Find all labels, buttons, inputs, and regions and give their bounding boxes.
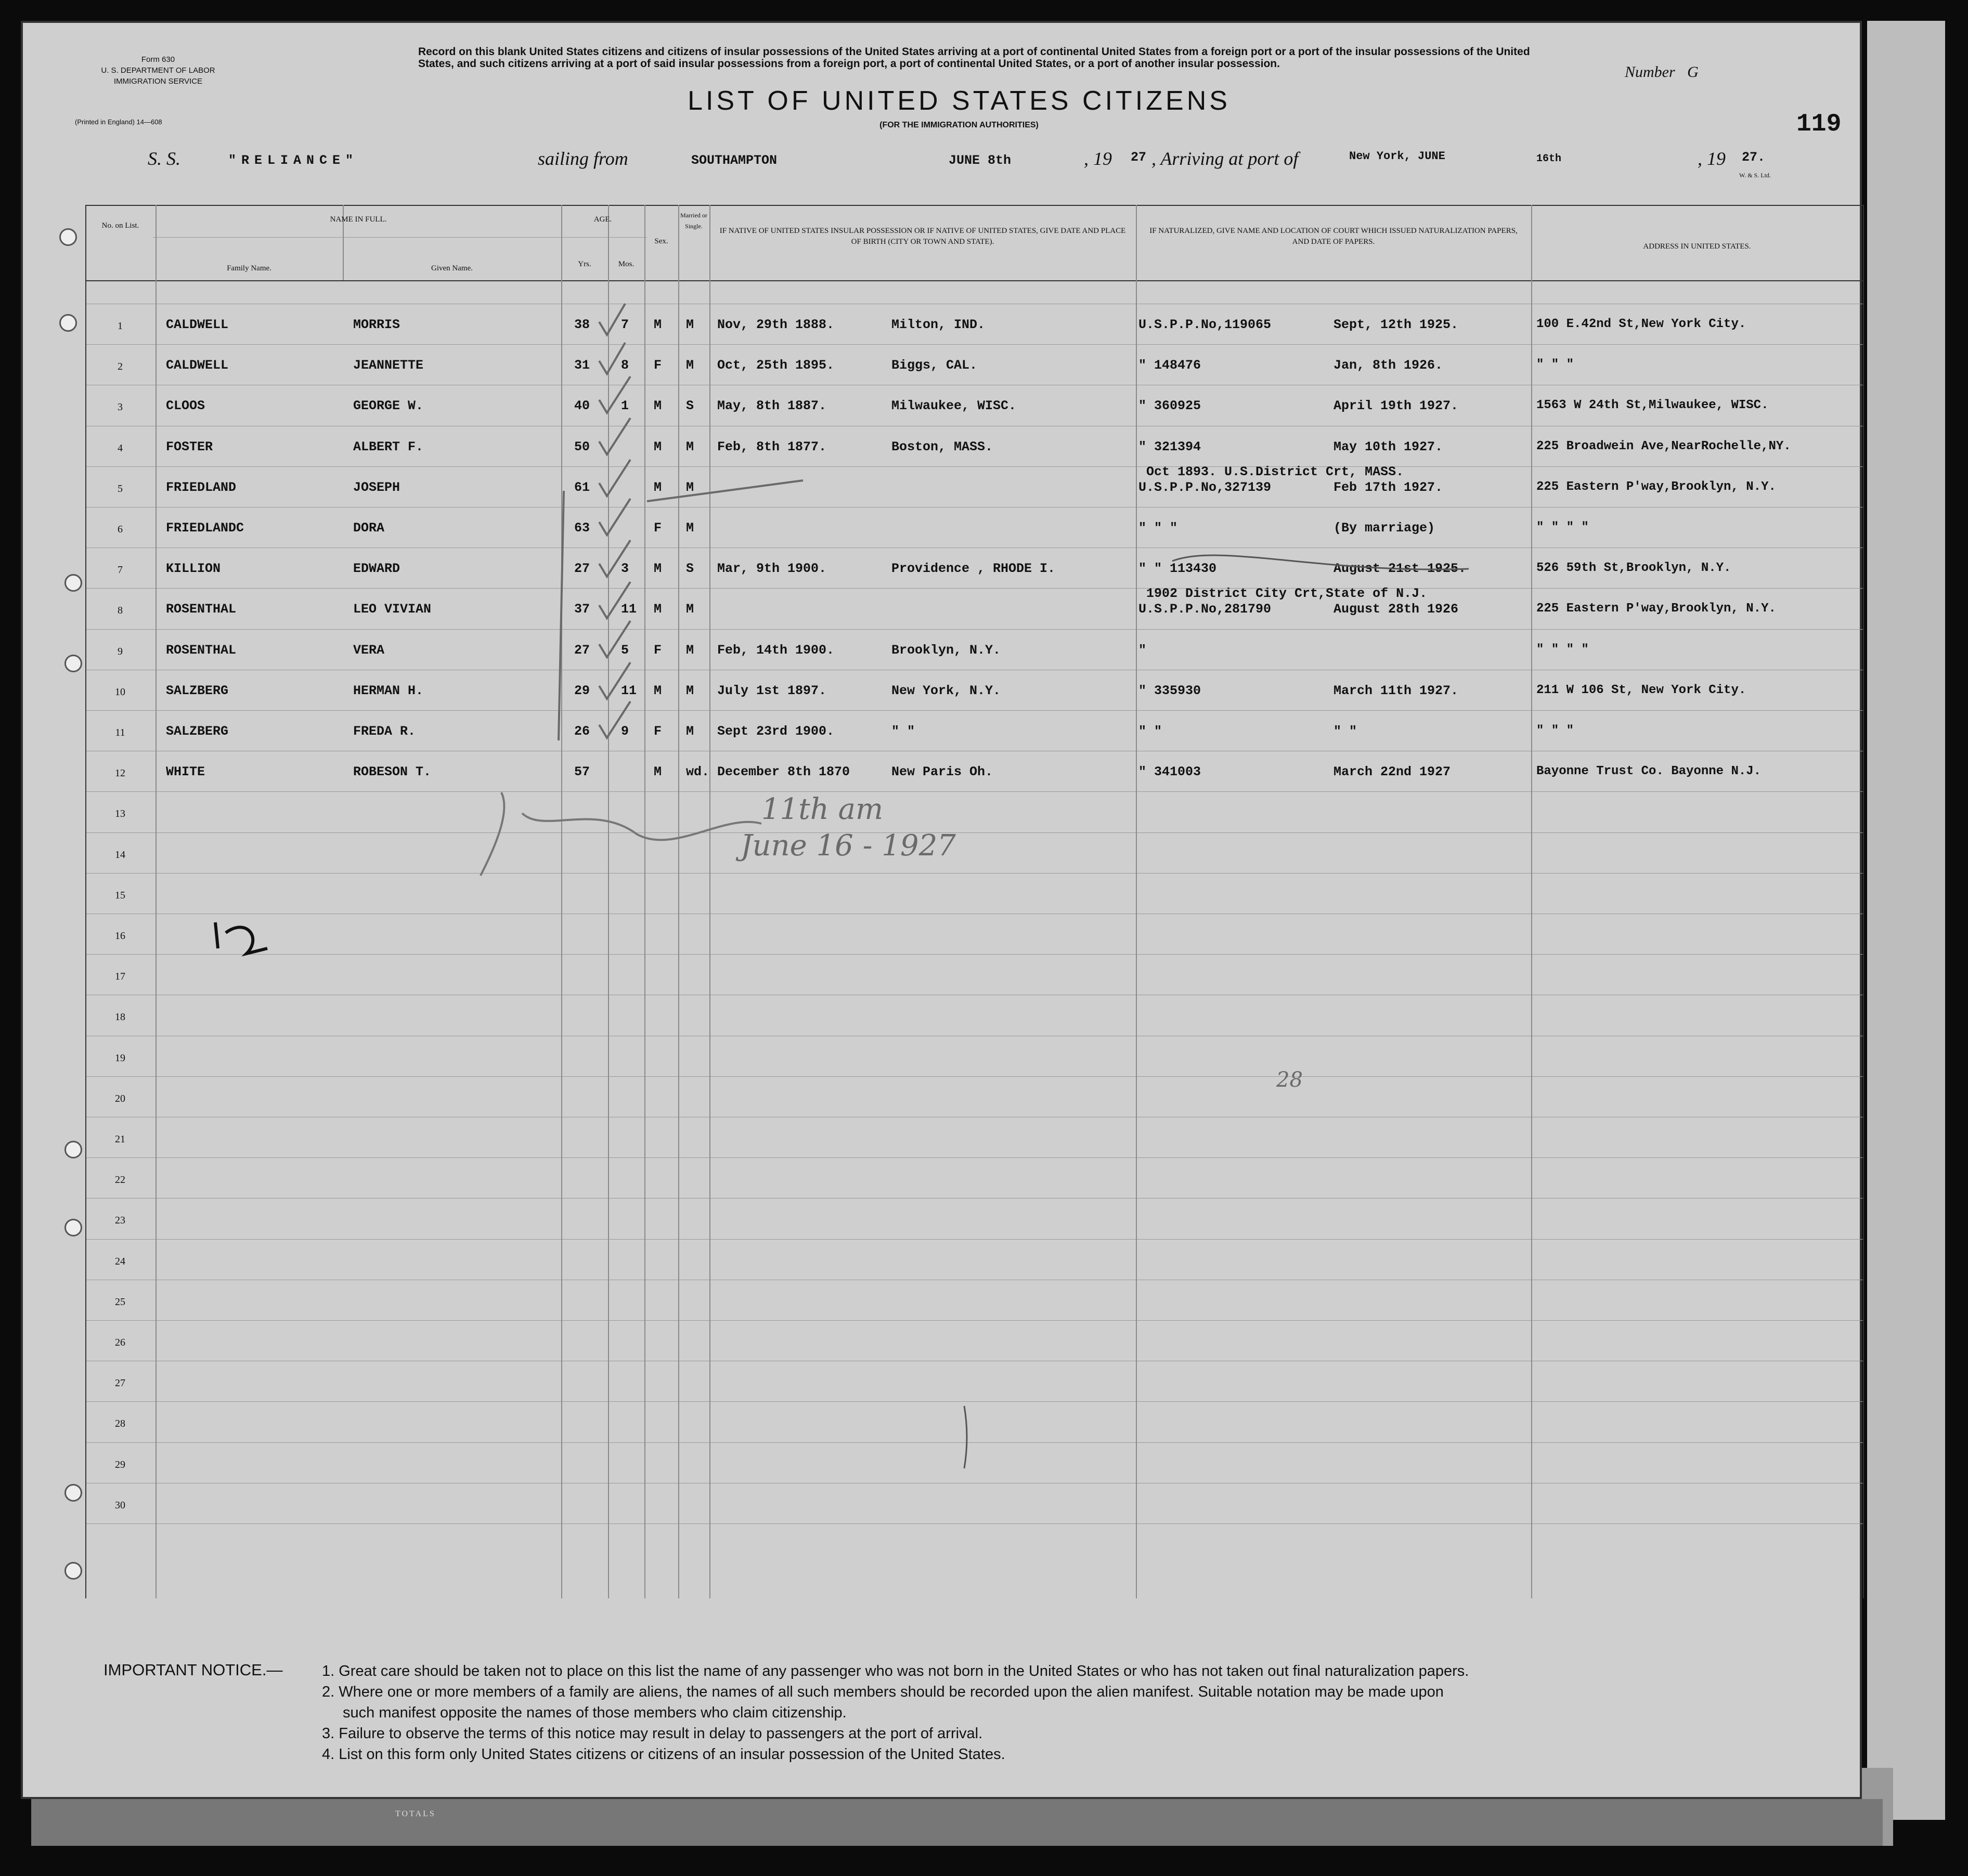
age-years: 50: [574, 439, 590, 454]
sex: F: [654, 520, 662, 536]
arrival-port: New York, JUNE: [1349, 150, 1445, 163]
given-name: LEO VIVIAN: [353, 602, 432, 617]
marital-status: M: [686, 683, 694, 698]
ss-label: S. S.: [148, 148, 180, 169]
notice-item-3: 3. Failure to observe the terms of this notice may result in delay to passengers at the port of arrival.: [322, 1725, 983, 1742]
age-months: 7: [621, 317, 629, 332]
sex: M: [654, 764, 662, 780]
arrival-day: 16th: [1536, 153, 1562, 165]
row-number: 11: [115, 727, 125, 738]
given-name: ROBESON T.: [353, 764, 432, 780]
row-number: 21: [115, 1134, 125, 1145]
marital-status: S: [686, 561, 694, 577]
us-address: 225 Eastern P'way,Brooklyn, N.Y.: [1536, 602, 1776, 616]
age-years: 63: [574, 520, 590, 536]
naturalization-date: Feb 17th 1927.: [1333, 479, 1443, 495]
year-prefix-1: , 19: [1084, 148, 1112, 169]
tick-marks: [559, 304, 803, 740]
row-number: 18: [115, 1011, 125, 1023]
given-name: HERMAN H.: [353, 683, 424, 698]
age-months: 11: [621, 602, 637, 617]
col-yrs: Yrs.: [578, 260, 591, 268]
row-number: 20: [115, 1092, 125, 1104]
birth-date: December 8th 1870: [717, 764, 850, 780]
row-number: 26: [115, 1337, 125, 1348]
signature-scribble: [1172, 555, 1469, 569]
row-number: 17: [115, 971, 125, 983]
birth-date: May, 8th 1887.: [717, 398, 827, 414]
birth-place: Providence , RHODE I.: [891, 561, 1056, 577]
row-number: 14: [115, 849, 125, 861]
age-months: 9: [621, 724, 629, 739]
age-years: 37: [574, 602, 590, 617]
us-address: 211 W 106 St, New York City.: [1536, 683, 1746, 697]
binder-hole: [64, 1484, 82, 1502]
birth-place: Brooklyn, N.Y.: [891, 642, 1001, 658]
row-number: 13: [115, 808, 125, 820]
age-years: 27: [574, 642, 590, 658]
us-address: 225 Eastern P'way,Brooklyn, N.Y.: [1536, 479, 1776, 494]
number-label: Number: [1625, 63, 1675, 81]
row-number: 12: [115, 767, 125, 779]
row-number: 15: [115, 889, 125, 901]
totals-label: TOTALS: [395, 1809, 436, 1818]
departure-port: SOUTHAMPTON: [691, 153, 778, 168]
col-given: Given Name.: [431, 264, 473, 272]
sex: M: [654, 683, 662, 698]
row-number: 19: [115, 1052, 125, 1064]
row-number: 23: [115, 1215, 125, 1227]
sex: F: [654, 642, 662, 658]
binder-hole: [59, 314, 77, 332]
row-number: 29: [115, 1458, 125, 1470]
naturalization-date: August 21st 1925.: [1333, 561, 1467, 577]
col-age: AGE.: [593, 215, 612, 224]
birth-date: July 1st 1897.: [717, 683, 827, 698]
row-number: 27: [115, 1377, 125, 1389]
naturalization-paper: U.S.P.P.No,281790: [1138, 602, 1272, 617]
row-number: 7: [118, 564, 123, 576]
birth-date: Nov, 29th 1888.: [717, 317, 835, 332]
binder-hole: [64, 1562, 82, 1580]
naturalization-paper: " 321394: [1138, 439, 1201, 454]
naturalization-paper: ": [1138, 642, 1147, 658]
form-number: Form 630: [141, 55, 175, 64]
naturalization-paper: U.S.P.P.No,119065: [1138, 317, 1272, 332]
arriving-label: , Arriving at port of: [1151, 148, 1299, 169]
col-sex: Sex.: [654, 237, 668, 245]
naturalization-date: April 19th 1927.: [1333, 398, 1459, 414]
arrival-year: 27.: [1742, 150, 1766, 165]
birth-place: New Paris Oh.: [891, 764, 993, 780]
row-number: 9: [118, 645, 123, 657]
birth-place: Boston, MASS.: [891, 439, 993, 454]
birth-date: Mar, 9th 1900.: [717, 561, 827, 577]
family-name: ROSENTHAL: [166, 642, 237, 658]
birth-place: " ": [891, 724, 915, 739]
family-name: SALZBERG: [166, 683, 229, 698]
naturalization-paper: " 341003: [1138, 764, 1201, 780]
col-no: No. on List.: [101, 222, 139, 230]
family-name: FRIEDLAND: [166, 479, 237, 495]
birth-place: Milwaukee, WISC.: [891, 398, 1017, 414]
us-address: 100 E.42nd St,New York City.: [1536, 317, 1746, 331]
naturalization-paper: " " ": [1138, 520, 1178, 536]
age-years: 61: [574, 479, 590, 495]
notice-item-2: 2. Where one or more members of a family are aliens, the names of all such members should be recorded upon the alien manifest. Suitable notation may be made upon: [322, 1684, 1444, 1700]
naturalization-paper: " ": [1138, 724, 1162, 739]
marital-status: M: [686, 479, 694, 495]
us-address: 225 Broadwein Ave,NearRochelle,NY.: [1536, 439, 1791, 453]
naturalization-paper: " 335930: [1138, 683, 1201, 698]
row-number: 28: [115, 1418, 125, 1430]
family-name: FOSTER: [166, 439, 213, 454]
sailing-date: JUNE 8th: [949, 153, 1012, 168]
sex: M: [654, 398, 662, 414]
naturalization-paper: " 148476: [1138, 358, 1201, 373]
given-name: FREDA R.: [353, 724, 416, 739]
family-name: SALZBERG: [166, 724, 229, 739]
marital-status: M: [686, 439, 694, 454]
underlying-pages: [31, 1799, 1883, 1846]
row-number: 3: [118, 401, 123, 413]
important-notice: [322, 1661, 1851, 1765]
marital-status: M: [686, 602, 694, 617]
age-months: 5: [621, 642, 629, 658]
row-number: 24: [115, 1255, 125, 1267]
department: U. S. DEPARTMENT OF LABOR: [101, 66, 215, 75]
birth-place: Milton, IND.: [891, 317, 986, 332]
given-name: MORRIS: [353, 317, 400, 332]
naturalization-court: 1902 District City Crt,State of N.J.: [1146, 586, 1428, 602]
page-title: LIST OF UNITED STATES CITIZENS: [688, 86, 1231, 116]
page-number: 119: [1796, 110, 1842, 138]
given-name: DORA: [353, 520, 385, 536]
birth-place: New York, N.Y.: [891, 683, 1001, 698]
service: IMMIGRATION SERVICE: [113, 77, 203, 86]
given-name: JOSEPH: [353, 479, 400, 495]
age-years: 27: [574, 561, 590, 577]
marital-status: M: [686, 724, 694, 739]
age-years: 57: [574, 764, 590, 780]
sex: F: [654, 358, 662, 373]
row-number: 1: [118, 320, 123, 332]
given-name: JEANNETTE: [353, 358, 424, 373]
printer-mark: W. & S. Ltd.: [1739, 172, 1771, 179]
family-name: CALDWELL: [166, 358, 229, 373]
given-name: GEORGE W.: [353, 398, 424, 414]
binder-hole: [64, 574, 82, 592]
given-name: ALBERT F.: [353, 439, 424, 454]
handwritten-time: 11th am: [761, 792, 884, 826]
birth-date: Feb, 14th 1900.: [717, 642, 835, 658]
binder-hole: [64, 1219, 82, 1236]
notice-item-1: 1. Great care should be taken not to place on this list the name of any passenger who was not born in the United States or who has not taken out final naturalization papers.: [322, 1663, 1469, 1679]
adjacent-page-edge: [1867, 21, 1945, 1820]
row-number: 6: [118, 524, 123, 535]
col-mos: Mos.: [618, 260, 635, 268]
row-number: 2: [118, 361, 123, 373]
marital-status: S: [686, 398, 694, 414]
family-name: WHITE: [166, 764, 205, 780]
naturalization-date: May 10th 1927.: [1333, 439, 1443, 454]
naturalization-date: " ": [1333, 724, 1357, 739]
age-months: 11: [621, 683, 637, 698]
sex: M: [654, 561, 662, 577]
signature-stroke: [481, 792, 761, 876]
row-number: 16: [115, 930, 125, 942]
naturalization-paper: " " 113430: [1138, 561, 1217, 577]
row-number: 25: [115, 1296, 125, 1308]
age-years: 40: [574, 398, 590, 414]
row-number: 5: [118, 483, 123, 494]
age-years: 29: [574, 683, 590, 698]
age-months: 1: [621, 398, 629, 414]
age-months: 3: [621, 561, 629, 577]
marital-status: M: [686, 358, 694, 373]
us-address: 526 59th St,Brooklyn, N.Y.: [1536, 561, 1731, 576]
naturalization-paper: " 360925: [1138, 398, 1201, 414]
sailing-year: 27: [1131, 150, 1147, 165]
naturalization-date: August 28th 1926: [1333, 602, 1459, 617]
naturalization-date: March 11th 1927.: [1333, 683, 1459, 698]
col-family: Family Name.: [227, 264, 271, 272]
col-naturalized: IF NATURALIZED, GIVE NAME AND LOCATION OF COURT WHICH ISSUED NATURALIZATION PAPERS, AND DATE OF PAPERS.: [1149, 227, 1518, 246]
sailing-label: sailing from: [538, 148, 628, 169]
row-number: 4: [118, 442, 123, 454]
col-name-full: NAME IN FULL.: [330, 215, 387, 224]
age-years: 31: [574, 358, 590, 373]
stamp-number: 28: [1276, 1068, 1303, 1092]
age-months: 8: [621, 358, 629, 373]
naturalization-date: (By marriage): [1333, 520, 1435, 536]
birth-place: Biggs, CAL.: [891, 358, 978, 373]
page-subtitle: (FOR THE IMMIGRATION AUTHORITIES): [879, 121, 1039, 129]
col-birth: IF NATIVE OF UNITED STATES INSULAR POSSESSION OR IF NATIVE OF UNITED STATES, GIVE DATE AND PLACE OF BIRTH (CITY OR TOWN AND STATE).: [719, 227, 1126, 246]
handwritten-date: June 16 - 1927: [741, 829, 956, 863]
sex: M: [654, 602, 662, 617]
age-years: 38: [574, 317, 590, 332]
naturalization-date: March 22nd 1927: [1333, 764, 1451, 780]
row-number: 10: [115, 686, 125, 698]
row-number: 30: [115, 1499, 125, 1511]
naturalization-paper: U.S.P.P.No,327139: [1138, 479, 1272, 495]
birth-date: Sept 23rd 1900.: [717, 724, 835, 739]
family-name: ROSENTHAL: [166, 602, 237, 617]
printed-note: (Printed in England) 14—608: [75, 118, 162, 126]
family-name: CALDWELL: [166, 317, 229, 332]
notice-item-2-cont: such manifest opposite the names of those members who claim citizenship.: [343, 1704, 847, 1721]
us-address: " " ": [1536, 724, 1574, 738]
naturalization-court: Oct 1893. U.S.District Crt, MASS.: [1146, 464, 1404, 479]
sex: M: [654, 439, 662, 454]
notice-item-4: 4. List on this form only United States citizens or citizens of an insular possession of the United States.: [322, 1746, 1005, 1763]
col-address: ADDRESS IN UNITED STATES.: [1643, 242, 1751, 251]
us-address: 1563 W 24th St,Milwaukee, WISC.: [1536, 398, 1769, 413]
family-name: CLOOS: [166, 398, 205, 414]
stray-mark: [964, 1406, 967, 1468]
given-name: VERA: [353, 642, 385, 658]
family-name: KILLION: [166, 561, 221, 577]
birth-date: Oct, 25th 1895.: [717, 358, 835, 373]
sex: M: [654, 317, 662, 332]
manifest-page: [21, 21, 1862, 1799]
us-address: " " ": [1536, 358, 1574, 372]
naturalization-date: Sept, 12th 1925.: [1333, 317, 1459, 332]
age-years: 26: [574, 724, 590, 739]
col-marital: Married or Single.: [680, 212, 707, 230]
handwritten-marks: [23, 23, 1864, 1801]
us-address: " " " ": [1536, 642, 1589, 657]
given-name: EDWARD: [353, 561, 400, 577]
binder-hole: [64, 655, 82, 672]
marital-status: wd.: [686, 764, 710, 780]
number-value: G: [1687, 63, 1699, 81]
sex: M: [654, 479, 662, 495]
birth-date: Feb, 8th 1877.: [717, 439, 827, 454]
marital-status: M: [686, 520, 694, 536]
row-number: 8: [118, 605, 123, 617]
record-instruction: Record on this blank United States citizens and citizens of insular possessions of the United States arriving at a port of continental United States from a foreign port or a port of the insular possessions of the United States, and such citizens arriving at a port of said insular possessions from a foreign port, a port of continental United States, or a port of another insular possession.: [418, 46, 1530, 70]
marital-status: M: [686, 317, 694, 332]
us-address: " " " ": [1536, 520, 1589, 535]
binder-hole: [64, 1141, 82, 1158]
naturalization-date: Jan, 8th 1926.: [1333, 358, 1443, 373]
sex: F: [654, 724, 662, 739]
us-address: Bayonne Trust Co. Bayonne N.J.: [1536, 764, 1762, 779]
marital-status: M: [686, 642, 694, 658]
family-name: FRIEDLANDC: [166, 520, 244, 536]
year-prefix-2: , 19: [1698, 148, 1726, 169]
ship-name: "RELIANCE": [228, 153, 359, 168]
binder-hole: [59, 228, 77, 246]
notice-label: IMPORTANT NOTICE.—: [103, 1661, 283, 1679]
row-number: 22: [115, 1174, 125, 1186]
